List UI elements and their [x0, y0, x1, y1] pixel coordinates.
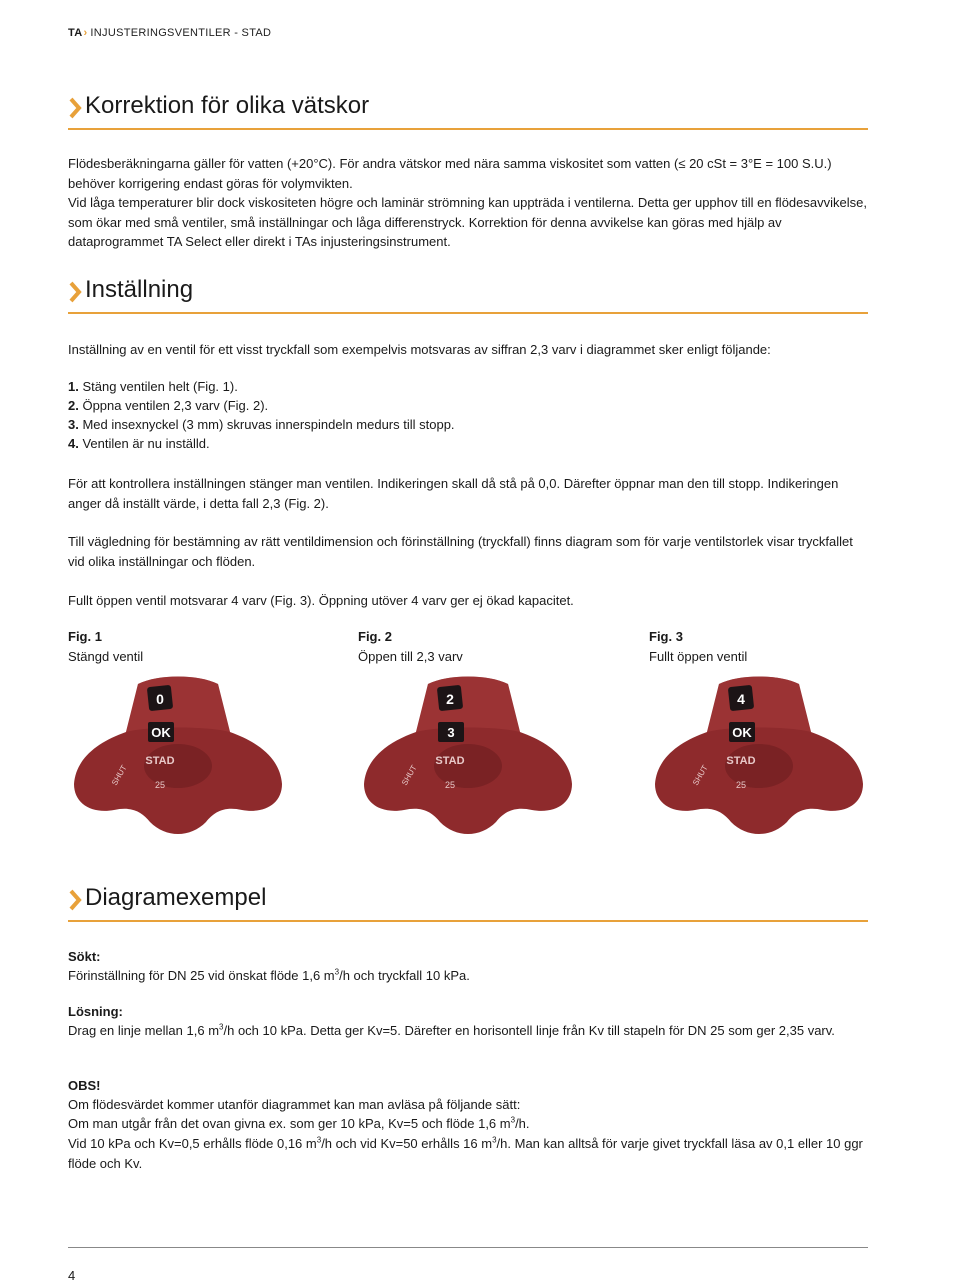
svg-text:25: 25 — [154, 780, 166, 790]
header-brand: TA — [68, 27, 83, 39]
paragraph-obs-2: Om man utgår från det ovan givna ex. som ger 10 kPa, Kv=5 och flöde 1,6 $m^3/h$. — [68, 1115, 530, 1131]
svg-text:0: 0 — [156, 691, 164, 707]
step-list-item: 2. Öppna ventilen 2,3 varv (Fig. 2). — [68, 398, 269, 413]
chevron-right-icon — [68, 96, 82, 120]
figure-caption-1: Fig. 1 Stängd ventil — [68, 629, 144, 664]
step-list-item: 1. Stäng ventilen helt (Fig. 1). — [68, 379, 238, 394]
step-list-item: 3. Med insexnyckel (3 mm) skruvas innerspindeln medurs till stopp. — [68, 417, 455, 432]
paragraph-installning-intro: Inställning av en ventil för ett visst tryckfall som exempelvis motsvaras av siffran 2,3 varv i diagrammet sker enligt följande: — [68, 342, 771, 357]
section-title: Diagramexempel — [85, 884, 267, 911]
figure-caption-3: Fig. 3 Fullt öppen ventil — [649, 629, 748, 664]
running-header — [68, 27, 271, 39]
header-section: INJUSTERINGSVENTILER - STAD — [90, 27, 272, 39]
valve-handwheel-image-1 — [68, 672, 288, 840]
section-title: Korrektion för olika vätskor — [85, 92, 370, 119]
svg-text:4: 4 — [737, 691, 745, 707]
chevron-right-icon — [68, 280, 82, 304]
figure-caption-2: Fig. 2 Öppen till 2,3 varv — [358, 629, 463, 664]
svg-text:SHUT: SHUT — [109, 763, 129, 787]
paragraph-installning-check: För att kontrollera inställningen stänger man ventilen. Indikeringen skall då stå på 0,0. Därefter öppnar man den till stopp. Indikeringen anger då inställt värde, i detta fall 2,3 (Fig. 2). — [68, 476, 839, 511]
valve-handwheel-image-2 — [358, 672, 578, 840]
paragraph-installning-full: Fullt öppen ventil motsvarar 4 varv (Fig. 3). Öppning utöver 4 varv ger ej ökad kapacitet. — [68, 593, 574, 608]
section-heading-installning — [68, 276, 868, 314]
section-heading-korrektion — [68, 92, 868, 130]
paragraph-installning-guide: Till vägledning för bestämning av rätt ventildimension och förinställning (tryckfall) finns diagram som för varje ventilstorlek visar tryckfallet vid olika inställningar och flöden. — [68, 534, 853, 569]
svg-text:OK: OK — [732, 725, 752, 740]
paragraph-losning: Drag en linje mellan 1,6 $m^3/h$ och 10 kPa. Detta ger Kv=5. Därefter en horisontell linje från Kv till stapeln för DN 25 som ger 2,35 varv. — [68, 1022, 835, 1038]
step-list-item: 4. Ventilen är nu inställd. — [68, 436, 210, 451]
label-obs: OBS! — [68, 1078, 101, 1093]
footer-divider — [68, 1247, 868, 1248]
svg-text:3: 3 — [447, 725, 455, 740]
svg-text:STAD: STAD — [145, 755, 175, 767]
paragraph-obs-1: Om flödesvärdet kommer utanför diagrammet kan man avläsa på följande sätt: — [68, 1097, 521, 1112]
paragraph-korrektion-1: Flödesberäkningarna gäller för vatten (+20°C). För andra vätskor med nära samma viskositet som vatten (≤ 20 cSt = 3°E = 100 S.U.) behöver korrigering endast göras för volymvikten. — [68, 156, 832, 191]
paragraph-korrektion-2: Vid låga temperaturer blir dock viskositeten högre och laminär strömning kan uppträda i ventilerna. Detta ger upphov till en flödesavvikelse, som ökar med små ventiler, små inställningar och låga differenstryck. Korrektion för denna avvikelse kan göras med hjälp av dataprogrammet TA Select eller direkt i TAs injusteringsinstrument. — [68, 195, 867, 249]
svg-text:STAD: STAD — [726, 755, 756, 767]
valve-handwheel-image-3 — [649, 672, 869, 840]
svg-text:2: 2 — [446, 691, 454, 707]
section-title: Inställning — [85, 276, 194, 303]
svg-text:SHUT: SHUT — [399, 763, 419, 787]
paragraph-obs-3: Vid 10 kPa och Kv=0,5 erhålls flöde 0,16 $m^3/h$ och vid Kv=50 erhålls 16 $m^3/h$. Man kan alltså för varje givet tryckfall läsa av 0,1 eller 10 ggr flöde och Kv. — [68, 1135, 863, 1171]
svg-text:OK: OK — [151, 725, 171, 740]
section-heading-diagram — [68, 884, 868, 922]
svg-text:STAD: STAD — [435, 755, 465, 767]
page-number: 4 — [68, 1268, 76, 1283]
chevron-right-icon — [68, 888, 82, 912]
label-sokt: Sökt: — [68, 949, 101, 964]
header-chevron-icon: › — [83, 27, 88, 39]
paragraph-sokt: Förinställning för DN 25 vid önskat flöde 1,6 $m^3/h$ och tryckfall 10 kPa. — [68, 967, 470, 983]
svg-text:25: 25 — [444, 780, 456, 790]
svg-text:25: 25 — [735, 780, 747, 790]
label-losning: Lösning: — [68, 1004, 123, 1019]
svg-text:SHUT: SHUT — [690, 763, 710, 787]
